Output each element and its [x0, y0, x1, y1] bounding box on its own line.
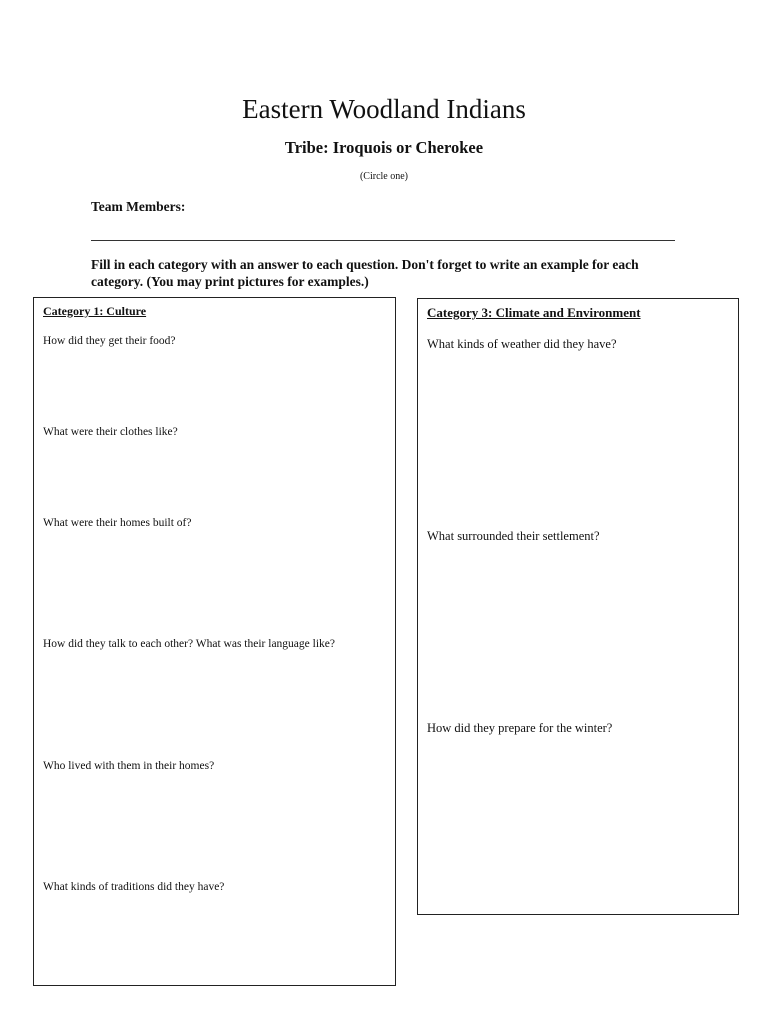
category-3-heading: Category 3: Climate and Environment: [427, 305, 641, 320]
circle-one-note: (Circle one): [359, 171, 409, 182]
category-1-box: [33, 297, 396, 986]
team-members-label: Team Members:: [91, 199, 186, 214]
category-3-question-1: What kinds of weather did they have?: [427, 337, 617, 351]
category-1-question-2: What were their clothes like?: [43, 426, 178, 438]
instructions-text: Fill in each category with an answer to each question. Don't forget to write an example for each category. (You may print pictures for examples.): [91, 257, 639, 289]
category-1-question-3: What were their homes built of?: [43, 517, 192, 529]
page-title: Eastern Woodland Indians: [242, 94, 526, 124]
tribe-subtitle: Tribe: Iroquois or Cherokee: [284, 138, 484, 157]
category-1-question-5: Who lived with them in their homes?: [43, 760, 215, 772]
category-3-question-3: How did they prepare for the winter?: [427, 721, 613, 735]
category-3-box: [417, 298, 739, 915]
category-1-question-1: How did they get their food?: [43, 335, 176, 347]
category-1-question-4: How did they talk to each other? What was their language like?: [43, 638, 335, 650]
category-1-heading: Category 1: Culture: [43, 304, 147, 318]
team-members-blank-line: [91, 240, 675, 241]
category-1-question-6: What kinds of traditions did they have?: [43, 881, 225, 893]
category-3-question-2: What surrounded their settlement?: [427, 529, 600, 543]
